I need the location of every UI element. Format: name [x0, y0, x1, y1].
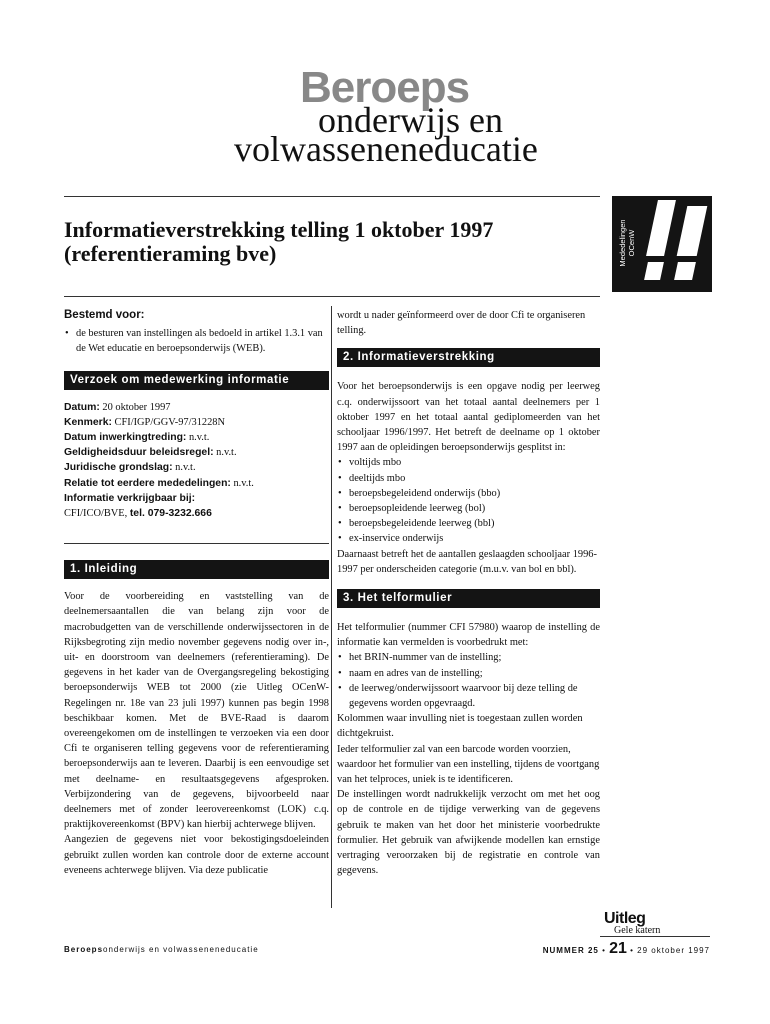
sec2-item: • ex-inservice onderwijs: [337, 531, 600, 546]
masthead-line-2: onderwijs en: [318, 100, 503, 140]
sec2-item: • deeltijds mbo: [337, 471, 600, 486]
meta-relatie: Relatie tot eerdere mededelingen: n.v.t.: [64, 477, 254, 489]
informatieverstrekking-heading: 2. Informatieverstrekking: [337, 348, 600, 367]
exclamation-dot-icon-2: [674, 262, 696, 280]
masthead-beroeps: Beroeps: [300, 63, 470, 112]
sec3-item: • naam en adres van de instelling;: [337, 666, 600, 681]
meta-rule: [64, 543, 329, 544]
meta-datum: Datum: 20 oktober 1997: [64, 401, 171, 413]
verzoek-heading: Verzoek om medewerking informatie: [64, 371, 329, 390]
mededelingen-logo: [612, 196, 712, 292]
verkrijgbaar-label: Informatie verkrijgbaar bij:: [64, 492, 196, 504]
exclamation-icon: [646, 200, 676, 256]
meta-kenmerk: Kenmerk: CFI/IGP/GGV-97/31228N: [64, 416, 225, 428]
sec2-item: • voltijds mbo: [337, 455, 600, 470]
footer-nummer: NUMMER 25: [542, 946, 599, 955]
telformulier-heading: 3. Het telformulier: [337, 589, 600, 608]
footer-publication: Beroepsonderwijs en volwasseneneducatie: [64, 945, 259, 954]
title-line-2: (referentieraming bve): [64, 241, 277, 266]
sec2-item: • beroepsbegeleidend onderwijs (bbo): [337, 486, 600, 501]
right-column: [337, 308, 600, 879]
inleiding-paragraph-2: Aangezien de gegevens niet voor bekostigingsdoeleinden gebruikt zullen worden kan controle door de externe account eveneens achterwege blijven. Via deze publicatie: [64, 834, 329, 876]
footer-date: 29 oktober 1997: [637, 946, 710, 955]
continuation-text: wordt u nader geïnformeerd over de door Cfi te organiseren telling.: [337, 310, 586, 337]
logo-text-1: Mededelingen: [618, 219, 627, 267]
title-rule: [64, 296, 600, 297]
masthead-line-3: volwasseneneducatie: [234, 129, 538, 169]
title-line-1: Informatieverstrekking telling 1 oktober 1997: [64, 217, 494, 242]
sec3-paragraph-3: Ieder telformulier zal van een barcode worden voorzien, waardoor het formulier van een instelling, tijdens de voortgang van het telproces, uniek is te identificeren.: [337, 743, 600, 786]
sec3-paragraph-4: De instellingen wordt nadrukkelijk verzocht om met het oog op de controle en de tijdige verwerking van de gegevens gebruik te maken van het door het ministerie voorbedrukte formulier. Het gebruik van afwijkende modellen kan ernstige vertraging veroorzaken bij de registratie en controle van gegevens.: [337, 789, 600, 877]
sec2-paragraph-2: Daarnaast betreft het de aantallen geslaagden schooljaar 1996-1997 per onderscheiden categorie (m.u.v. van bol en bbl).: [337, 548, 597, 575]
top-rule: [64, 196, 600, 197]
sec2-item: • beroepsbegeleidende leerweg (bbl): [337, 516, 600, 531]
sec3-item: • het BRIN-nummer van de instelling;: [337, 650, 600, 665]
verkrijgbaar-contact: CFI/ICO/BVE, tel. 079-3232.666: [64, 508, 212, 520]
sec2-paragraph-1: Voor het beroepsonderwijs is een opgave nodig per leerweg c.q. onderwijssoort van het totaal aantal deelnemers per 1 oktober 1997 en het totaal aantal gediplomeerden van het schooljaar 1996/1997. Het betreft de deelname op 1 oktober 1997 aan de opleidingen beroepsonderwijs gesplitst in:: [337, 381, 600, 454]
bestemd-heading: Bestemd voor:: [64, 309, 145, 321]
meta-geldigheidsduur: Geldigheidsduur beleidsregel: n.v.t.: [64, 447, 237, 459]
meta-inwerkingtreding: Datum inwerkingtreding: n.v.t.: [64, 432, 210, 444]
page-title: [64, 218, 594, 266]
inleiding-paragraph-1: Voor de voorbereiding en vaststelling van de deelnemersaantallen die van belang zijn voor de macrobudgetten van de verschillende onderwijssectoren in de Rijksbegroting zijn medio november gegevens nodig over in-, uit- en doorstroom van deelnemers (referentieraming). De gegevens in het kader van de Overgangsregeling bekostiging beroepsonderwijs WEB tot 2000 (zie Uitleg OCenW-Regelingen nr. 18e van 23 juli 1997) kunnen pas begin 1998 beschikbaar komen. Met de BVE-Raad is daarom overeengekomen om de instellingen te verzoeken via een door Cfi te organiseren telling gegevens voor de referentieraming beroepsonderwijs aan te leveren. Daarbij is een eenvoudige set met deelname- en resultaatsgegevens afgesproken. Verbijzondering van de gegevens, bijvoorbeeld naar deelnemers met of zonder leerovereenkomst (LOK) c.q. praktijkovereenkomst (BPV) kan hierbij achterwege blijven.: [64, 591, 329, 831]
bestemd-item: • de besturen van instellingen als bedoeld in artikel 1.3.1 van de Wet educatie en beroepsonderwijs (WEB).: [64, 326, 329, 356]
footer-rule: [600, 936, 710, 937]
left-column: [64, 308, 329, 878]
logo-text-2: OCenW: [627, 229, 636, 257]
uitleg-logo: Uitleg: [604, 910, 646, 927]
page-number: 21: [609, 940, 627, 957]
meta-grondslag: Juridische grondslag: n.v.t.: [64, 462, 196, 474]
exclamation-dot-icon: [644, 262, 664, 280]
sec2-item: • beroepsopleidende leerweg (bol): [337, 501, 600, 516]
column-divider: [331, 306, 332, 908]
footer-issue: NUMMER 25 • 21 • 29 oktober 1997: [542, 940, 710, 957]
meta-list: [64, 400, 329, 522]
sec3-paragraph-1: Het telformulier (nummer CFI 57980) waarop de instelling de informatie kan vermelden is voorbedrukt met:: [337, 622, 600, 649]
inleiding-heading: 1. Inleiding: [64, 560, 329, 579]
exclamation-icon-2: [677, 206, 708, 256]
sec3-paragraph-2: Kolommen waar invulling niet is toegestaan zullen worden dichtgekruist.: [337, 713, 583, 740]
uitleg-subtitle: Gele katern: [614, 925, 661, 936]
sec3-item: • de leerweg/onderwijssoort waarvoor bij deze telling de gegevens worden opgevraagd.: [337, 681, 600, 711]
